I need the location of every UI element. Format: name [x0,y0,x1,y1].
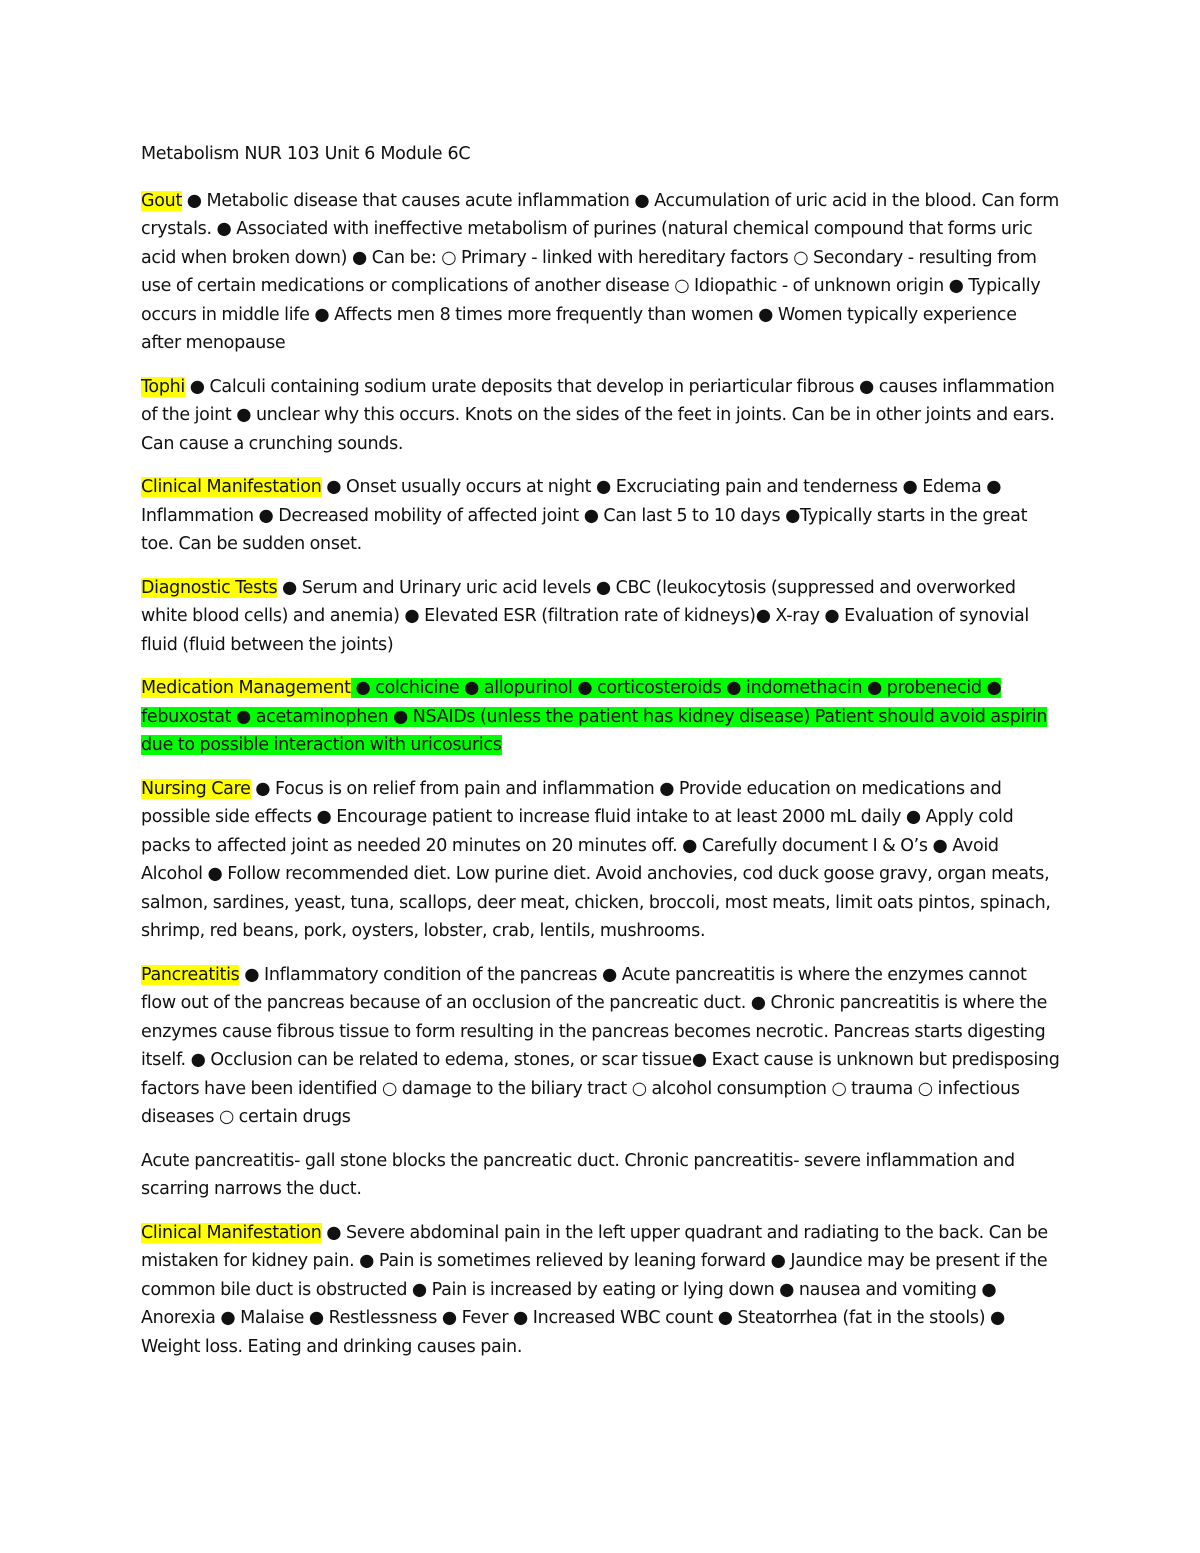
section-heading-medication-management: Medication Management [141,678,351,698]
section-body-tophi: ● Calculi containing sodium urate deposits that develop in periarticular fibrous ● causes inflammation of the joint ● unclear why this occurs. Knots on the sides of the feet in joints. Can be in other joints and ears. Can cause a crunching sounds. [141,376,1055,454]
section-pancreatitis [141,961,1061,1132]
section-heading-pancreatitis: Pancreatitis [141,964,240,985]
section-acute-vs-chronic [141,1147,1061,1204]
section-heading-diagnostic-tests: Diagnostic Tests [141,577,278,598]
section-body-acute-vs-chronic: Acute pancreatitis- gall stone blocks the pancreatic duct. Chronic pancreatitis- severe inflammation and scarring narrows the duct. [141,1150,1015,1199]
section-heading-nursing-care: Nursing Care [141,778,251,799]
page-title: Metabolism NUR 103 Unit 6 Module 6C [141,144,471,164]
section-pancreatitis-clinical-manifestation [141,1219,1061,1362]
section-body-nursing-care: ● Focus is on relief from pain and inflammation ● Provide education on medications and possible side effects ● Encourage patient to increase fluid intake to at least 2000 mL daily ● Apply cold packs to affected joint as needed 20 minutes on 20 minutes off. ● Carefully document I & O’s ● Avoid Alcohol ● Follow recommended diet. Low purine diet. Avoid anchovies, cod duck goose gravy, organ meats, salmon, sardines, yeast, tuna, scallops, deer meat, chicken, broccoli, most meats, limit oats pintos, spinach, shrimp, red beans, pork, oysters, lobster, crab, lentils, mushrooms. [141,778,1051,941]
section-gout-clinical-manifestation [141,473,1061,559]
section-body-gout: ● Metabolic disease that causes acute inflammation ● Accumulation of uric acid in the blood. Can form crystals. ● Associated with ineffective metabolism of purines (natural chemical compound that forms uric acid when broken down) ● Can be: ○ Primary - linked with hereditary factors ○ Secondary - resulting from use of certain medications or complications of another disease ○ Idiopathic - of unknown origin ● Typically occurs in middle life ● Affects men 8 times more frequently than women ● Women typically experience after menopause [141,190,1059,353]
section-gout [141,187,1061,358]
section-medication-management [141,674,1061,760]
document-page [141,140,1061,1376]
section-heading-tophi: Tophi [141,376,185,397]
section-body-medication-management: ● colchicine ● allopurinol ● corticosteroids ● indomethacin ● probenecid ● febuxostat ● acetaminophen ● NSAIDs (unless the patient has kidney disease) Patient should avoid aspirin due to possible interaction with uricosurics [141,678,1048,755]
section-body-pancreatitis: ● Inflammatory condition of the pancreas ● Acute pancreatitis is where the enzymes cannot flow out of the pancreas because of an occlusion of the pancreatic duct. ● Chronic pancreatitis is where the enzymes cause fibrous tissue to form resulting in the pancreas becomes necrotic. Pancreas starts digesting itself. ● Occlusion can be related to edema, stones, or scar tissue● Exact cause is unknown but predisposing factors have been identified ○ damage to the biliary tract ○ alcohol consumption ○ trauma ○ infectious diseases ○ certain drugs [141,964,1060,1127]
section-nursing-care [141,775,1061,946]
section-heading-clinical-manifestation: Clinical Manifestation [141,477,322,497]
section-body-clinical-manifestation-2: ● Severe abdominal pain in the left upper quadrant and radiating to the back. Can be mistaken for kidney pain. ● Pain is sometimes relieved by leaning forward ● Jaundice may be present if the common bile duct is obstructed ● Pain is increased by eating or lying down ● nausea and vomiting ● Anorexia ● Malaise ● Restlessness ● Fever ● Increased WBC count ● Steatorrhea (fat in the stools) ● Weight loss. Eating and drinking causes pain. [141,1222,1048,1357]
section-tophi [141,373,1061,459]
section-body-diagnostic-tests: ● Serum and Urinary uric acid levels ● CBC (leukocytosis (suppressed and overworked white blood cells) and anemia) ● Elevated ESR (filtration rate of kidneys)● X-ray ● Evaluation of synovial fluid (fluid between the joints) [141,577,1029,655]
section-body-clinical-manifestation: ● Onset usually occurs at night ● Excruciating pain and tenderness ● Edema ● Inflammation ● Decreased mobility of affected joint ● Can last 5 to 10 days ●Typically starts in the great toe. Can be sudden onset. [141,477,1028,554]
section-heading-clinical-manifestation-2: Clinical Manifestation [141,1222,322,1243]
section-diagnostic-tests [141,574,1061,660]
section-heading-gout: Gout [141,190,183,211]
